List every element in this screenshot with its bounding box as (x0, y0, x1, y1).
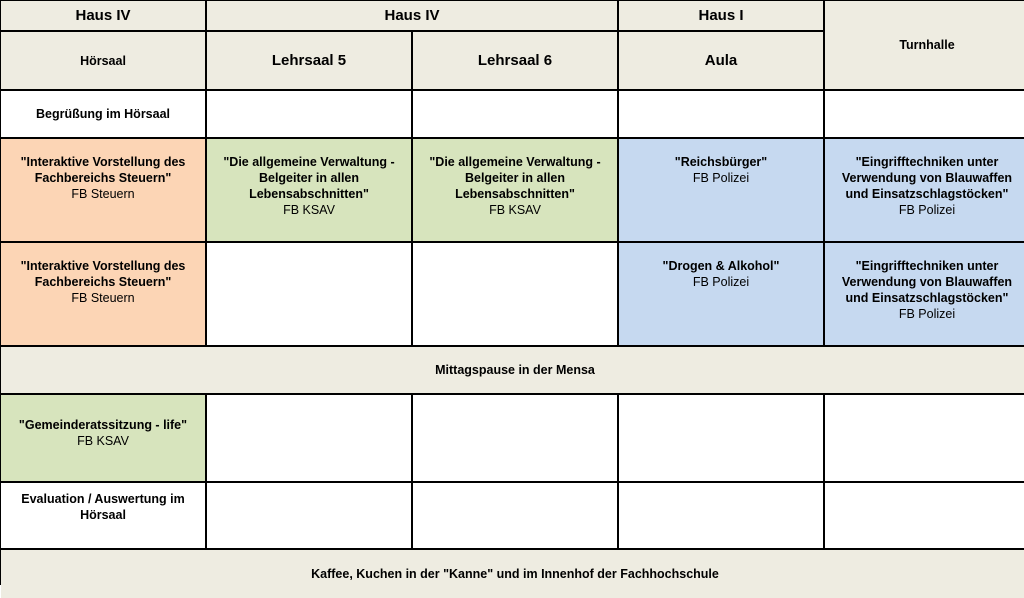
lunch-break-label: Mittagspause in der Mensa (435, 363, 595, 377)
header-room-aula (619, 32, 823, 89)
header-building-label: Haus IV (75, 6, 131, 24)
session-department: FB Polizei (692, 171, 750, 185)
evaluation-label: Evaluation / Auswertung im Hörsaal (21, 492, 185, 522)
empty-cell (207, 395, 411, 481)
welcome-label: Begrüßung im Hörsaal (35, 107, 171, 121)
session3-hoersaal (1, 395, 205, 481)
header-room-label: Hörsaal (80, 53, 126, 68)
session-title: "Die allgemeine Verwaltung - Belgeiter in allen Lebensabschnitten" (223, 155, 395, 201)
empty-cell (207, 91, 411, 137)
session-department: FB KSAV (283, 203, 335, 217)
session2-aula (619, 243, 823, 345)
session-title: "Gemeinderatssitzung - life" (18, 418, 188, 432)
session1-hoersaal (1, 139, 205, 241)
welcome-cell (1, 91, 205, 137)
session-title: "Reichsbürger" (674, 155, 768, 169)
header-building-haus-iv-1 (1, 1, 205, 30)
session-title: "Die allgemeine Verwaltung - Belgeiter in allen Lebensabschnitten" (429, 155, 601, 201)
evaluation-cell (1, 483, 205, 548)
header-building-label: Haus I (698, 6, 744, 24)
empty-cell (825, 91, 1024, 137)
header-room-lehrsaal-6 (413, 32, 617, 89)
header-building-haus-iv-2 (207, 1, 617, 30)
empty-cell (207, 483, 411, 548)
session2-hoersaal (1, 243, 205, 345)
session-title: "Eingrifftechniken unter Verwendung von Blauwaffen und Einsatzschlagstöcken" (841, 155, 1013, 201)
header-room-label: Lehrsaal 6 (477, 51, 553, 69)
coffee-row (1, 550, 1024, 598)
session-department: FB KSAV (489, 203, 541, 217)
header-room-label: Lehrsaal 5 (271, 51, 347, 69)
session1-turnhalle (825, 139, 1024, 241)
session1-aula (619, 139, 823, 241)
header-room-hoersaal (1, 32, 205, 89)
empty-cell (619, 483, 823, 548)
session-department: FB Polizei (898, 203, 956, 217)
session1-lehrsaal-5 (207, 139, 411, 241)
session-department: FB Polizei (898, 307, 956, 321)
header-building-haus-i (619, 1, 823, 30)
empty-cell (413, 483, 617, 548)
session2-turnhalle (825, 243, 1024, 345)
lunch-break-row (1, 347, 1024, 393)
empty-cell (207, 243, 411, 345)
session-title: "Eingrifftechniken unter Verwendung von Blauwaffen und Einsatzschlagstöcken" (841, 259, 1013, 305)
session-title: "Interaktive Vorstellung des Fachbereichs Steuern" (20, 259, 186, 289)
coffee-label: Kaffee, Kuchen in der "Kanne" und im Innenhof der Fachhochschule (311, 567, 719, 581)
empty-cell (825, 483, 1024, 548)
empty-cell (413, 243, 617, 345)
session1-lehrsaal-6 (413, 139, 617, 241)
empty-cell (619, 395, 823, 481)
header-building-label: Haus IV (384, 6, 440, 24)
session-department: FB Steuern (71, 291, 135, 305)
empty-cell (619, 91, 823, 137)
session-department: FB Polizei (692, 275, 750, 289)
header-room-label: Turnhalle (899, 38, 955, 52)
session-department: FB KSAV (77, 434, 129, 448)
session-title: "Drogen & Alkohol" (662, 259, 780, 273)
session-title: "Interaktive Vorstellung des Fachbereichs Steuern" (20, 155, 186, 185)
header-room-lehrsaal-5 (207, 32, 411, 89)
header-room-label: Aula (704, 51, 738, 69)
session-department: FB Steuern (71, 187, 135, 201)
empty-cell (413, 395, 617, 481)
header-room-turnhalle (825, 1, 1024, 89)
empty-cell (825, 395, 1024, 481)
empty-cell (413, 91, 617, 137)
